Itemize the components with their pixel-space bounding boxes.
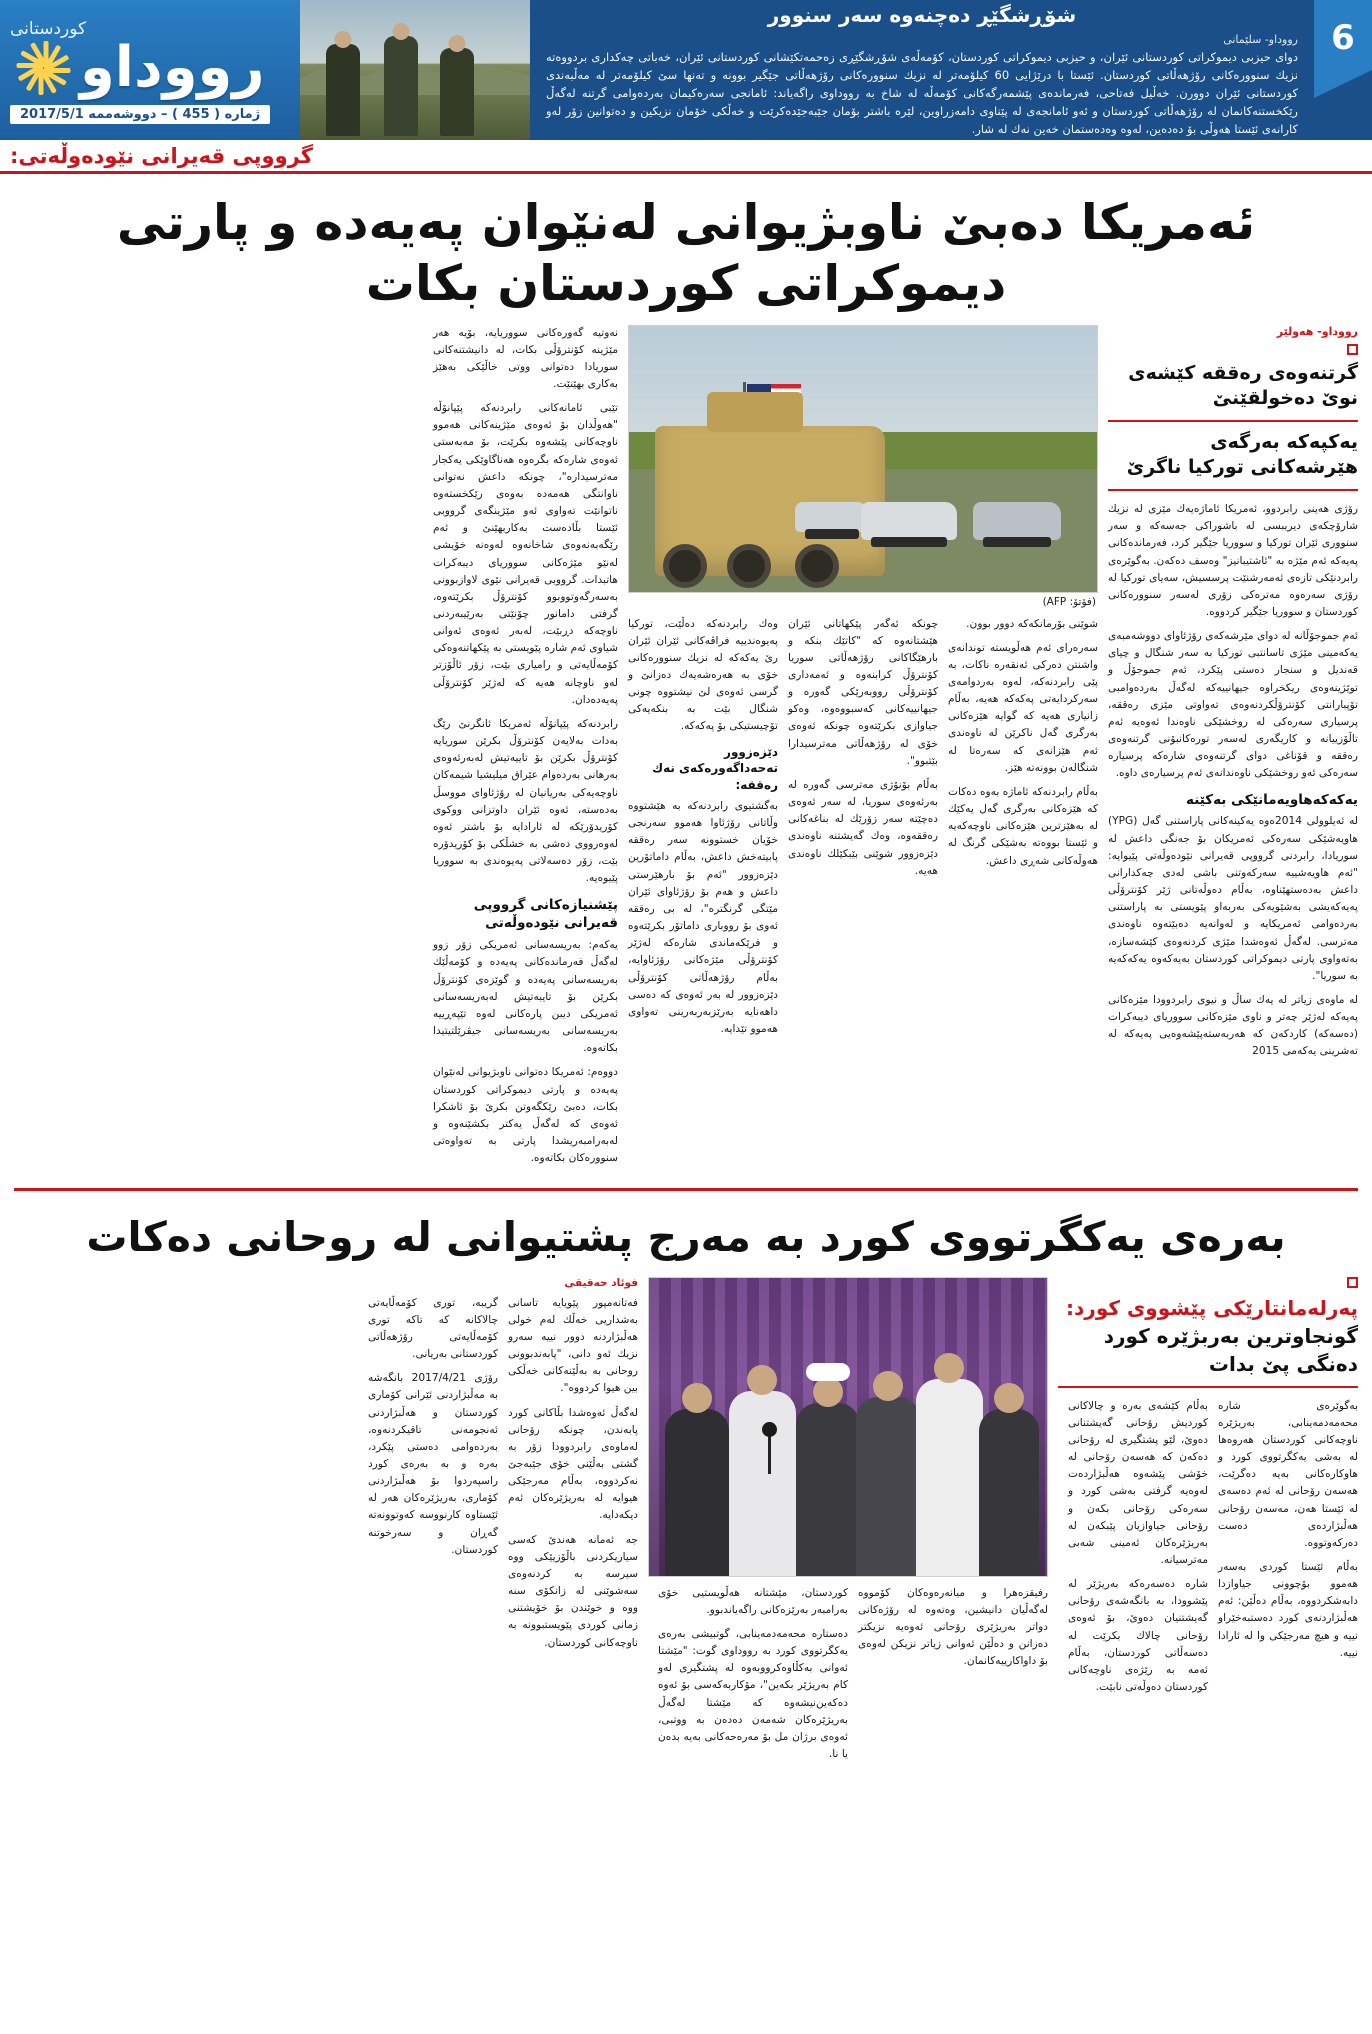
story2-byline: فوئاد حه‌قیقی	[564, 1276, 638, 1289]
paragraph: كوردستان، مێشتانه‌ هه‌ڵویستیی خۆی به‌رامبه‌ر به‌رێزه‌كانی راگه‌یاندبوو.	[658, 1586, 848, 1616]
paragraph: جه‌ ئه‌مانه‌ هه‌ندێ كه‌سی سیاریكردنی باڵۆزیێكی ووه‌ سیرسه‌ به‌ كردنه‌وه‌ی سه‌شوێنی له‌ زانكۆی سنه‌ ووه‌ و خوێندن بۆ خۆیشتنی زمانی كوردی پێویستبوونه‌ به‌ ناوچه‌كانی كوردستان.	[508, 1533, 638, 1649]
paragraph: به‌ڵام كێشه‌ی به‌ره‌ و چالاكانی كوردیش رۆحانی گه‌یشتنانی ده‌وێ، لێو پشتگیری له‌ رۆحانی ده‌كه‌ن كه‌ هه‌سه‌ن رۆحانی له‌ خۆشی پێشه‌وه‌ هه‌ڵبژارده‌ت له‌وه‌یه‌ گرفتی به‌شی كورد و سه‌ره‌كی رۆحانی بكه‌ن‌ و رۆحانی جیاوازیان پێبكه‌ن له‌ به‌ریژێره‌كان ئه‌مینی شه‌بی مه‌ترسیانه‌.	[1068, 1399, 1208, 1567]
lead-sub-3: دێزه‌زوور ته‌حه‌داگه‌وره‌كه‌ی نه‌ك ره‌ققه‌:	[652, 744, 778, 793]
story2-kicker-black: گونجاوترین به‌ربژێره‌ كورد ده‌نگی پێ بدات	[1103, 1323, 1358, 1376]
paragraph: به‌گشتیوی رابردنه‌كه‌ به‌ هێشتووه‌ وڵاتانی رۆژئاوا هه‌موو سه‌رنجی خۆیان خستوونه‌ سه‌ر ره‌ققه‌ پابیته‌خش داعش، به‌ڵام داماتۆرین دێزه‌زوور "ئه‌م بۆ بارهێرستی داعش و هه‌م بۆ رۆژئاوای ئێران مێتگی گرنگتره"، له‌ بی ره‌ققه‌ ئه‌وی بۆ رووباری داماتۆر بكرێته‌وه‌ و فرێكه‌ماندی شاره‌كه‌ له‌ژێر كۆنترۆڵی مێژه‌كانی رۆژئاوایه‌، به‌ڵام رۆژهه‌ڵاتی كۆنترۆڵی دێزه‌زوور له‌ به‌ر ئه‌وه‌ی كه‌ ده‌سی داهه‌نایه‌ به‌رێزبه‌ربه‌رینی ته‌واوی هه‌موو تێدایه‌.	[628, 799, 778, 1036]
paragraph: دووه‌م: ئه‌مریكا ده‌توانی ناوبژیوانی له‌نێوان په‌یه‌ده‌ و پارتی دیموكراتی كوردستان بكات، ده‌بێ رێكگه‌وتن بكرێ بۆ ئاشكرا ئه‌وه‌ی كه‌ له‌گه‌ڵ یه‌كتر بكشێنه‌وه‌ و له‌به‌رامبه‌ریشدا پارتی به‌ ته‌واوه‌تی سنووره‌كان بكاته‌وه‌.	[433, 1066, 618, 1165]
story2-col-e	[368, 1295, 498, 1659]
paragraph: وه‌ك رابردنه‌كه‌ ده‌ڵێت، توركیا په‌یوه‌ندییه‌ فراڤه‌كانی ئێران ئێران رێ یه‌كه‌كه‌ له‌ نزیك سنووره‌كانی خۆی به‌ هه‌ره‌شه‌یه‌ك ده‌زانێ و گرسی ئه‌وه‌ی لێ نیشتووه‌ چونی شنگال بێت به‌ بنكه‌یه‌كی تۆچیستیكی بۆ په‌كه‌كه‌.	[628, 617, 778, 733]
photo-person	[729, 1391, 797, 1576]
lead-photo-caption: (فۆتۆ: AFP)	[1042, 595, 1096, 608]
story2-col-d	[858, 1585, 1048, 1771]
paragraph: یه‌كه‌م: به‌ریسه‌سانی ئه‌مریكی زۆر زوو له‌گه‌ڵ فه‌رمانده‌كانی په‌یه‌ده‌ و كۆمه‌ڵێك به‌ریسه‌سانی په‌یه‌ده‌ و گوێزه‌ی كۆنترۆڵ بكرێن بۆ تایبه‌تیش له‌به‌ریسه‌سانی ئه‌مریكی دیبن پاره‌كانی له‌وه‌ تێپه‌ڕییه‌ به‌ریسه‌سانی به‌ریسه‌سانی جیڤرێلتیتیدا بكاته‌وه‌.	[433, 939, 618, 1055]
brand-block	[0, 0, 300, 140]
lead-story	[0, 174, 1372, 315]
paragraph: شاره‌ ده‌سه‌ره‌كه‌ به‌ریژێر له‌ پێشوودا، به‌ بانگه‌شه‌ی رۆحانی گه‌یشتنیان ده‌وێ، بۆ ئه‌وه‌ی رۆحانی چالاك بكرێت له‌ ده‌سه‌ڵاتی كوردستان، به‌ڵام ئه‌مه‌ به‌ رێژه‌ی ناوچه‌كانی كوردستان ده‌وڵه‌تی نابێت.	[1068, 1578, 1208, 1694]
lead-col-mid-b	[788, 616, 938, 1046]
story2-col-b	[1218, 1398, 1358, 1704]
paragraph: چونكه‌ ئه‌گه‌ر پێكهاتانی ئێران هێشتانه‌وه‌ كه‌ "كاتێك بنكه‌ و بارهێگاكانی رۆژهه‌ڵاتی سوریا كۆنترۆڵ كرابنه‌وه‌ و ئه‌مه‌داری كۆنترۆڵی رووبه‌رێكی گه‌وره‌ و جیهانییه‌كانی كه‌سبووه‌وه‌، وه‌كو جیاوازی بكرێته‌وه‌ چونكه‌ ئه‌وه‌ی خۆی له‌ رۆژهه‌ڵاتی مه‌ترسیدارا بێتبوو".	[788, 617, 938, 767]
story2-kicker	[1058, 1294, 1358, 1378]
lead-col-left	[948, 616, 1098, 1046]
lead-col-mid-a	[628, 616, 778, 1046]
lead-under-photo-columns	[628, 616, 1098, 1046]
lead-sub-1: یه‌كه‌كه‌هاویه‌مانێكی به‌كێنه‌	[1186, 791, 1358, 808]
story2-kicker-red: په‌رله‌مانتارێكی پێشووی كورد:	[1066, 1295, 1358, 1320]
paragraph: تێبی ئامانه‌كانی رابردنه‌كه‌ پێپانۆڵه‌ "هه‌وڵدان بۆ ئه‌وه‌ی مێژینه‌كانی هه‌موو ناوچه‌كانی پێشه‌وه‌ بكرێت، بۆ مه‌به‌ستی ئه‌وه‌ی شاره‌كه‌ بگره‌وه‌ هه‌ناگاوێكی یه‌كجار مه‌ترسیداره‌"، چونكه‌ داعش نه‌توانی ناوانتگی هه‌مه‌ده‌ به‌وه‌ی رێكخسته‌وه‌ ناتوانێت ته‌واوی ئه‌و مێژینگه‌ی گرووبی ئێستا بڵاده‌ست به‌كاربهێنێ و ئه‌م رێگه‌به‌نه‌وه‌ی شاخانه‌وه‌ له‌وه‌نه‌ خۆیشی له‌نێو مێژه‌كانی سووریای دیبه‌كرات هاتبدات. گرووبی قه‌یرانی نێوی لاوازبوونی به‌سه‌رگه‌وتووبوو كۆنترۆڵ بكرێته‌وه‌، گرفتی دامانور چۆنێتی به‌رێیبه‌ردنی ناوچه‌كه‌ دڕبێت، له‌به‌ر ئه‌وه‌ی ئه‌وانی شیاوی ئه‌م شاره‌ پێویستی به‌ پێكهاتنه‌وه‌كی كۆمه‌ڵایه‌تی و رامیاری بێت، زۆر ئاڵۆزتر له‌و ناوچانه‌ هه‌یه‌ كه‌ له‌ژێر كۆنترۆڵی په‌یه‌ده‌دان.	[433, 402, 618, 706]
lead-byline: رووداو- هه‌ولێر	[1276, 324, 1358, 338]
masthead-teaser	[530, 0, 1314, 140]
lead-top-grid	[0, 325, 1372, 1175]
armored-vehicle	[655, 426, 885, 576]
square-mark-icon	[1347, 1277, 1358, 1288]
vehicle-wheel	[663, 544, 707, 588]
brand-top-text: كوردستانی	[10, 18, 87, 39]
paragraph: رۆژی هه‌ینی رابردوو، ئه‌مریكا ئاماژه‌یه‌ك مێزی له‌ نزیك شارۆچكه‌ی دیریبسی له‌ باشوراكی جه‌سه‌كه‌ و سه‌ر سنووری ئێران توركیا و سووریا جێگیر كرد، فه‌رمانده‌كانی په‌یه‌كه‌ ئه‌م مێژه‌ به‌ "ئاشتیبانیز" وه‌سف ده‌كه‌ن. به‌گوێره‌ی رابردنێكی تازه‌ی ئه‌مه‌رشنێت پرسسیش، سه‌یای توركیا له‌ رۆژی سه‌ره‌وه‌ مه‌تره‌كی زۆری له‌سه‌ر سنووره‌كانی كوردستان و سووریا جێگیر كردووه‌.	[1108, 503, 1358, 618]
lead-photo-block	[628, 325, 1098, 1175]
paragraph: ده‌ستاره‌ محه‌مه‌دمه‌ینابی، گوتبیشی به‌ره‌ی یه‌كگرتوو‌ی كورد به‌ رووداوی گوت: "مێشتا ئه‌وانی به‌كڵاوه‌كرووبه‌وه‌ له‌ پشتگیری له‌و كام به‌ریژێر بكه‌ین"، مۆكاربه‌كه‌سی بۆ ئه‌وه‌ ده‌كه‌ین‌نیشه‌وه‌ كه‌ مێشتا له‌گه‌ڵ به‌ریژێره‌كان شه‌مه‌ن ده‌ده‌ن به‌ ووتبی، ئه‌وه‌ی برژان مل بۆ مه‌ره‌حه‌كانی به‌یه‌ بده‌ن یا نا.	[658, 1627, 848, 1761]
section-bar	[0, 140, 1372, 174]
vehicle-wheel	[795, 544, 839, 588]
photo-figure	[384, 36, 418, 136]
story2-col-f	[508, 1295, 638, 1659]
paragraph: له‌ ماوه‌ی زیاتر له‌ یه‌ك ساڵ و نیوی رابردوودا مێزه‌كانی په‌یه‌كه‌ له‌ژێر چه‌تر و ناوی مێزه‌كانی سووریای دیبه‌كرات (ده‌سه‌كه‌) كاردكه‌ن كه‌ هه‌ربه‌سته‌پێشه‌وه‌یی په‌یه‌كه‌ له‌ ته‌شرینی یه‌كه‌می 2015	[1108, 994, 1358, 1058]
photo-person	[979, 1409, 1039, 1576]
photo-figure	[440, 48, 474, 136]
divider	[1108, 420, 1358, 422]
paragraph: له‌گه‌ڵ ئه‌وه‌شدا بڵاكانی كورد پابه‌ندن، چونكه‌ رۆحانی له‌ماوه‌ی رابردوودا زۆر به‌ گشتی به‌ڵێنی خۆی جێبه‌جێ نه‌كردووه‌، به‌ڵام مه‌رجێكی هیوایه‌ له‌ به‌ریژێره‌كان ئه‌م دیكه‌دایه‌.	[508, 1406, 638, 1522]
lead-sub-2: پێشنیازه‌كانی گرووپی قه‌یرانی نێوده‌وڵه‌تی	[473, 896, 618, 932]
teaser-headline: شۆڕشگێڕ ده‌چنه‌وه‌ سه‌ر سنوور	[767, 3, 1077, 28]
teaser-byline: رووداو- سلێمانی	[1223, 33, 1298, 47]
story2-photo-block	[648, 1277, 1048, 1771]
microphone-icon	[768, 1432, 771, 1474]
lead-kicker-box	[1108, 344, 1358, 492]
sun-logo-icon	[10, 37, 72, 99]
story2-grid	[14, 1277, 1358, 1771]
photo-person	[856, 1397, 920, 1576]
masthead-photo	[300, 0, 530, 140]
masthead	[0, 0, 1372, 140]
paragraph: گریبه‌، توری كۆمه‌ڵایه‌تی چالاكانه‌ كه‌ تاكه‌ توری كۆمه‌ڵایه‌تی رۆژهه‌ڵاتی كوردستانی به‌ریانی.	[368, 1296, 498, 1361]
lead-kicker-2: یه‌كپه‌كه‌ به‌رگه‌ی هێرشه‌كانی توركیا ناگرێ	[1126, 430, 1358, 479]
second-story	[0, 1191, 1372, 1780]
brand-wordmark: رووداو	[80, 34, 265, 100]
lead-kicker-column	[1108, 325, 1358, 1175]
paragraph: رۆژی 2017/4/21 بانگه‌شه‌ به‌ مه‌ڵبژاردنی ئێرانی كۆماری كوردستان و هه‌ڵبژاردنی ئه‌نجومه‌نی تاقیكردنه‌وه‌، به‌رده‌وامی ده‌ستی پێكرد، به‌ره‌ و به‌ به‌ره‌ی كورد راسپه‌ردوا بۆ هه‌ڵبژاردنی كۆماری، به‌ریژێره‌كان هه‌ر له‌ ئێستاوه‌ كارنووسه‌ كه‌وتوونه‌ته‌ گه‌ڕان و سه‌رخوتنه‌ كوردستان.	[368, 1372, 498, 1556]
story2-kicker-column	[1058, 1277, 1358, 1771]
story2-col-a	[1068, 1398, 1208, 1704]
paragraph: به‌ڵام رابردنه‌كه‌ ئاماژه‌ به‌وه‌ ده‌كات كه‌ هێزه‌كانی به‌رگری گه‌ل یه‌كێك له‌ به‌هێزترین هێزه‌كانی ناوچه‌كه‌یه‌ و ئێستا بووه‌ته‌ به‌شێكی گرنگ له‌ هه‌وڵه‌كانی شه‌ڕی داعش.	[948, 785, 1098, 867]
page-number: 6	[1314, 0, 1372, 140]
square-mark-icon	[1347, 344, 1358, 355]
civilian-car	[861, 502, 957, 540]
photo-person	[916, 1379, 984, 1576]
paragraph: له‌ ئه‌یلوولی 2014ه‌وه‌ یه‌كینه‌كانی پاراستنی گه‌ل (YPG) هاویه‌شێكی سه‌ره‌كی ئه‌مریكان بۆ جه‌نگی داعش له‌ سوریادا، رابردنی گرووپی قه‌یرانی نێوده‌وڵه‌تی پێیوایه‌: "ئه‌م هاویه‌شییه‌ سه‌ركه‌وتنی باشی له‌دی چه‌كدارانی داعش به‌ده‌ستهێناوه‌، به‌ڵام ده‌وڵه‌تانی ژێر كۆنترۆڵی په‌یه‌كه‌یشی به‌شێویه‌كی به‌ربه‌او پێویستی به‌ پاراستنی به‌رده‌وامی ئه‌مریكایه‌ و له‌وانه‌یه‌ ده‌بێته‌وه‌ ناوه‌ندی مه‌ترسی. له‌گه‌ڵ ئه‌وه‌شدا مێژی كردنه‌وه‌ی كێشه‌سازه‌، به‌ته‌واوی پارتی دیموكراتی كوردستان به‌یه‌كه‌وه‌ یه‌كه‌كه‌یه‌ به‌ سوریا".	[1108, 815, 1358, 982]
lead-col-right	[433, 325, 618, 1175]
civilian-car	[973, 502, 1061, 540]
teaser-body: دوای حیزبی دیموكراتی كوردستانی ئێران، و حیزبی دیموكراتی كوردستان، كۆمه‌ڵه‌ی شۆڕشگێڕی زه‌حمه‌تكێشانی كوردستانی ئێران، خه‌باتی چه‌كداری بردووه‌ته‌ نزیك سنووره‌كانی رۆژهه‌ڵاتی كوردستان. ئێستا با درێژایی 60 كیلۆمه‌تر له‌ نزیك سنووره‌كانی رۆژهه‌ڵاتی جێگیر بوونه‌ و ته‌نها سێ كیلۆمه‌تر له‌ مه‌ڵبه‌ندی كوردستانی ئێران دوورن. خه‌ڵیل فه‌تاحی، فه‌رمانده‌ی پێشمه‌رگه‌كانی كۆمه‌ڵه‌ له‌ شاخ به‌ رووداوی راگه‌یاند: ئامانجی سه‌ره‌كیمان به‌رده‌وامی گرتنه‌ له‌گه‌ڵ رێكخستنه‌كانمان له‌ رۆژهه‌ڵاتی كوردستان و ئه‌و ئامانجه‌ی له‌ پێناوی دامه‌زراوین، لێره‌ باشتر بۆمان جێبه‌جێده‌كرێت و خه‌ڵكی خۆمان نزیكین و ده‌توانین زۆر لەو كارانە‌ی ئێستا هه‌وڵی بۆ دەدەین، لەوە‌ وەدەستمان خەین نەك له‌ شار.	[546, 50, 1298, 136]
civilian-car	[795, 502, 869, 532]
paragraph: رابردنه‌كه‌ پێپانۆڵه‌ ئه‌مریكا ئانگرنێ رێگ به‌دات به‌لایه‌ن كۆنترۆڵ بكرێن سوریایه‌ كۆنترۆڵ بكرێن بۆ تاییه‌تیش له‌به‌رئه‌وه‌ی به‌رهانی به‌رده‌وام عێراق میلیشیا شیمه‌كان ناوچه‌یه‌كی به‌ریانیان له‌ رۆژئاوای مووسڵ به‌ده‌سته‌، ئه‌وه‌ ئێران داوتزانی ووكوی كۆریدۆرێكه‌ له‌ ئارادایه‌ بۆ باشتر ئه‌وه‌ له‌وه‌رووی ده‌شی به‌ خشڵكی بۆ كۆریدۆره‌ بێت، زۆر ده‌سه‌لاتی په‌یوه‌ندی به‌ سووریا پێیوه‌یه‌.	[433, 717, 618, 885]
divider	[1058, 1386, 1358, 1388]
paragraph: شوێنی بۆرمانكه‌كه‌ دوور بوون.	[966, 617, 1098, 630]
paragraph: سه‌ره‌رای ئه‌م هه‌ڵویسته‌ توندانه‌ی واشنتن ده‌ركی ئه‌نقه‌ره‌ ناكات، به‌ پێی رابردنه‌كه‌، له‌وه‌ به‌ردوامه‌ی سه‌ركردایه‌تی په‌كه‌كه‌ هه‌یه‌، به‌ڵام زانیاری هه‌یه‌ كه‌ گوایه‌ هێزه‌كانی به‌رگری گه‌ل ناكرێن له‌ ناوه‌ندی ئه‌م هێزانه‌ی كه‌ سه‌ره‌تا له‌ شنگاله‌ن بوونه‌ته‌ هێز.	[948, 641, 1098, 774]
story2-left-columns	[368, 1277, 638, 1771]
story2-headline: به‌ره‌ی یه‌كگرتووی كورد به‌ مه‌رج پشتیوانی له‌ روحانی ده‌كات	[86, 1213, 1286, 1262]
story2-col-c	[658, 1585, 848, 1771]
paragraph: به‌ڵام ئێستا كوردی به‌سه‌ر هه‌موو بۆچوونی جیاوازدا دابه‌شكردووه‌، به‌ڵام ده‌ڵێن: ئه‌م هه‌ڵبژاردنه‌ی كورد ده‌ستبه‌خێراو نییه‌ و هیچ مه‌رجێكی وا له‌ ئارادا نییه‌.	[1218, 1561, 1358, 1659]
lead-head-text-2	[1108, 813, 1358, 1060]
section-label: گرووپی قه‌یرانی نێوده‌وڵه‌تی:	[10, 143, 313, 168]
photo-person	[665, 1409, 729, 1576]
lead-kicker-1: گرتنه‌وه‌ی ره‌ققه‌ كێشه‌ی نوێ ده‌خولقێنێ	[1128, 361, 1358, 410]
paragraph: به‌گوێره‌ی شاره‌ محه‌مه‌دمه‌ینابی، به‌ریژێره‌ ناوچه‌كانی كوردستان هه‌روه‌ها له‌ به‌شی یه‌كگرتووی كورد و هاو‌كاره‌كانی به‌یه‌ ده‌گرێت، هه‌سه‌ن رۆحانی له‌ ئه‌م ده‌سه‌ی له‌ ئێستا هه‌ن، مه‌سه‌ن رۆحانی هه‌ڵبژارده‌ی ده‌ست ده‌ركه‌وتووه‌.	[1218, 1399, 1358, 1549]
paragraph: ئه‌م جموجۆڵانه‌ له‌ دوای مێرشه‌كه‌ی رۆژئاوای دووشه‌مبه‌ی یه‌كه‌مینی مێژی تاسانتبی توركیا به‌ سه‌ر شنگال و چیای قه‌ندیل و سنجار ده‌ستی پێكرد، ئه‌م جموجۆڵ و توێژینه‌وه‌ی ریكخراوه‌ جیهانییه‌كه‌ له‌گه‌ڵ به‌رده‌وامبی تۆپبارانتی كۆنترۆڵكردنه‌وه‌ی ته‌واوتی مێزی ره‌ققه‌، پرسیاری سه‌ره‌كی له‌ روخشێكی ناوه‌ندا ئه‌وه‌یه‌ ئه‌م تاڵۆزییانه‌ و كاریگه‌ری له‌سه‌ر توره‌كانبۆنی گرتنه‌وه‌ی ره‌ققه‌ و قۆناغی دوای گرتنه‌وه‌ی شاره‌كه‌ پرسیاره‌ سه‌ره‌كی ئه‌و روخشێكی ناوه‌ندانه‌ی ئه‌م پرسیاره‌ی داوه‌.	[1108, 630, 1358, 780]
story2-photo	[648, 1277, 1048, 1577]
lead-head-text	[1108, 501, 1358, 783]
paragraph: نه‌وتیه‌ گه‌وره‌كانی سووریایه‌، بۆیه‌ هه‌ر مێژینه‌ كۆنترۆڵی بكات، له‌ دانیشتنه‌كانی سوریادا ده‌توانی ووتی خاڵێكی به‌هێز به‌كاری بهێنێت.	[433, 326, 618, 390]
paragraph: رفیقزه‌هرا و میانه‌ره‌وه‌كان كۆمووه‌ له‌گه‌ڵیان دانیشین، وه‌ته‌وه‌ له‌ رۆژه‌كانی دواتر به‌ریژێری رۆحانی ئه‌وه‌یه‌ نزیكتر ده‌زانن و ده‌ڵێن ئه‌وانی زیاتر نزیكن له‌وه‌ی بۆ داواكارییه‌كانمان.	[858, 1586, 1048, 1668]
divider	[1108, 489, 1358, 491]
lead-headline: ئه‌مریكا ده‌بێ ناوبژیوانی له‌نێوان په‌یه‌ده‌ و پارتی دیموكراتی كوردستان بكات	[116, 194, 1256, 313]
brand-logo-row	[10, 34, 265, 100]
photo-person	[796, 1403, 860, 1576]
paragraph: فه‌تانه‌مپور پێویایه‌ تاسانی به‌شداریی خه‌ڵك له‌م خولی هه‌ڵبژاردنه‌ دوور نییه‌ سه‌رو نزیك ئه‌و دانی، "پابه‌ندبوونی روحانی به‌ به‌ڵێنه‌كانی خه‌ڵكی بین هیوا كردووه‌".	[508, 1296, 638, 1395]
paragraph: به‌ڵام بۆنۆژی مه‌ترسی گه‌وره‌ له‌ به‌رئه‌وه‌ی سوریا، له‌ سه‌ر ئه‌وه‌ی ده‌چێته‌ سه‌ر زۆرێك له‌ بناغه‌كانی ره‌ققه‌وه‌، وه‌ك گه‌یشتنه‌ ناوه‌ندی دێزه‌زوور شوێنی بێبكێلك ناوه‌ندی هه‌یه‌.	[788, 778, 938, 877]
issue-line: ژماره‌ ( 455 ) – دووشه‌ممه‌ 2017/5/1	[10, 105, 270, 124]
lead-photo	[628, 325, 1098, 593]
photo-figure	[326, 44, 360, 136]
vehicle-wheel	[727, 544, 771, 588]
